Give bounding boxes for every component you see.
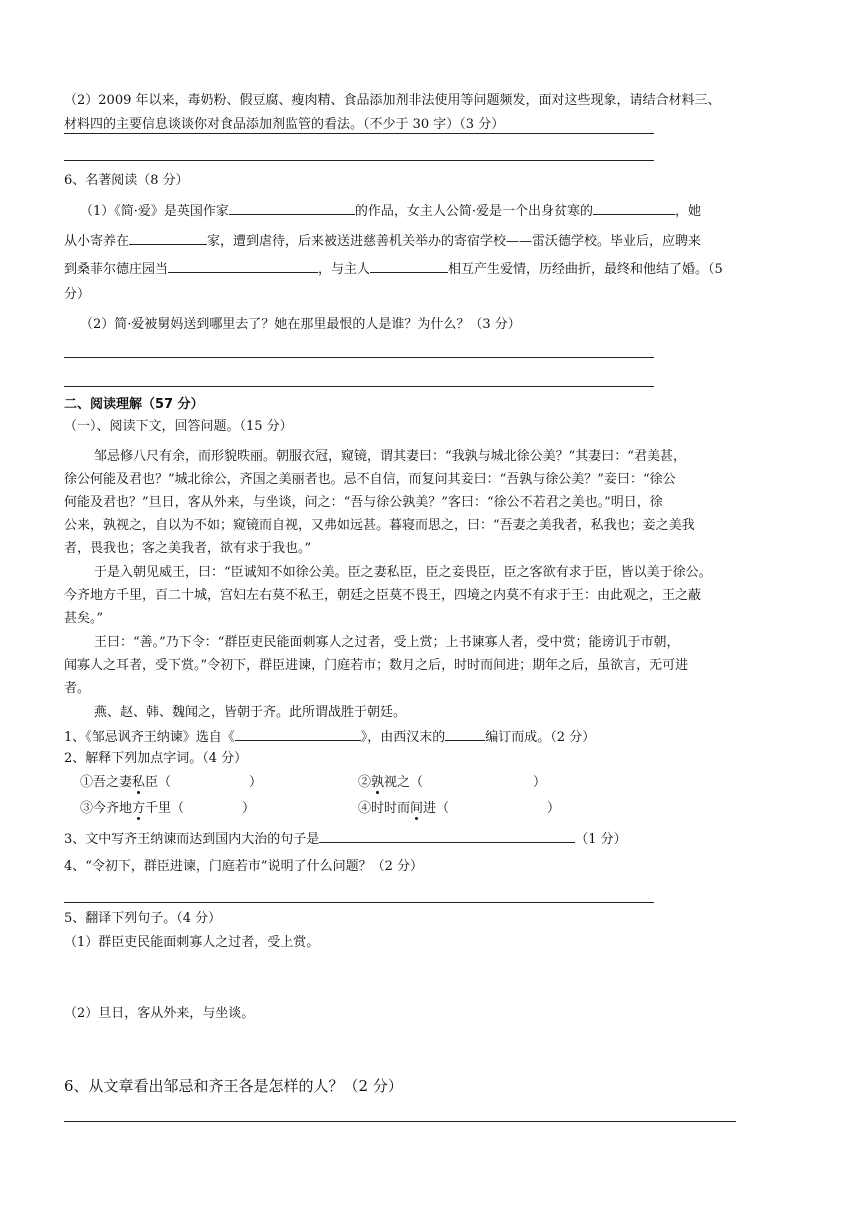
- q6-heading: 6、名著阅读（8 分）: [64, 173, 189, 188]
- fill-blank-relative[interactable]: [129, 230, 207, 245]
- text: 千里（: [145, 801, 185, 816]
- text: ①吾之妻: [80, 775, 133, 790]
- part2-heading: 二、阅读理解（57 分）: [64, 397, 204, 412]
- dotted-char: 私: [132, 775, 146, 790]
- p2-q5-heading: 5、翻译下列句子。（4 分）: [64, 911, 222, 926]
- fill-blank-identity[interactable]: [593, 200, 675, 215]
- p2-q4: 4、“令初下，群臣进谏，门庭若市”说明了什么问题？（2 分）: [64, 859, 423, 874]
- text: 3、文中写齐王纳谏而达到国内大治的句子是: [64, 832, 320, 847]
- q6-1-line3: [64, 258, 723, 279]
- fill-blank-master[interactable]: [370, 258, 448, 273]
- text: 进（: [423, 801, 450, 816]
- p2-q6: 6、从文章看出邹忌和齐王各是怎样的人？（2 分）: [64, 1077, 403, 1095]
- passage-line: 者，畏我也；客之美我者，欲有求于我也。”: [64, 541, 312, 556]
- answer-line[interactable]: [64, 133, 654, 134]
- q5-2-line1: （2）2009 年以来，毒奶粉、假豆腐、瘦肉精、食品添加剂非法使用等问题频发，面对这些现象，请结合材料三、: [64, 93, 721, 108]
- passage-line: 今齐地方千里，百二十城，宫妇左右莫不私王，朝廷之臣莫不畏王，四境之内莫不有求于王：由此观之，王之蔽: [64, 588, 702, 603]
- passage-line: 燕、赵、韩、魏闻之，皆朝于齐。此所谓战胜于朝廷。: [94, 705, 407, 720]
- passage-line: 邹忌修八尺有余，而形貌昳丽。朝服衣冠，窥镜，谓其妻曰：“我孰与城北徐公美？”其妻曰：“君美甚，: [94, 449, 686, 464]
- answer-line[interactable]: [64, 902, 654, 903]
- passage-line: 徐公何能及君也？”城北徐公，齐国之美丽者也。忌不自信，而复问其妾曰：“吾孰与徐公美？”妾曰：“徐公: [64, 472, 676, 487]
- part2-subheading: （一）、阅读下文，回答问题。（15 分）: [64, 419, 293, 434]
- answer-line[interactable]: [64, 1121, 736, 1122]
- p2-q2-item: [80, 774, 262, 792]
- text: ，她: [675, 204, 702, 219]
- answer-line[interactable]: [64, 160, 654, 161]
- passage-line: 于是入朝见威王，曰：“臣诚知不如徐公美。臣之妻私臣，臣之妾畏臣，臣之客欲有求于臣，皆以美于徐公。: [94, 565, 712, 580]
- text: （1 分）: [575, 832, 627, 847]
- text: 家，遭到虐待，后来被送进慈善机关举办的寄宿学校——雷沃德学校。毕业后，应聘来: [207, 234, 702, 249]
- text: （1）《简·爱》是英国作家: [80, 204, 229, 219]
- q6-1-line2: [64, 230, 701, 251]
- p2-q1: [64, 726, 595, 747]
- p2-q2-heading: 2、解释下列加点字词。（4 分）: [64, 751, 248, 766]
- q6-1-line1: [80, 200, 701, 221]
- dotted-char: 孰: [371, 775, 385, 790]
- text: 视之（: [384, 775, 424, 790]
- text: ）: [533, 775, 547, 790]
- text: 编订而成。（2 分）: [485, 730, 596, 745]
- fill-blank-source[interactable]: [235, 726, 361, 741]
- text: ②: [358, 775, 372, 790]
- q5-2-line2: 材料四的主要信息谈谈你对食品添加剂监管的看法。（不少于 30 字）（3 分）: [64, 117, 505, 132]
- text: 从小寄养在: [64, 234, 130, 249]
- q6-2: （2）简·爱被舅妈送到哪里去了？她在那里最恨的人是谁？为什么？（3 分）: [80, 317, 521, 332]
- text: ④时时而: [358, 801, 411, 816]
- p2-q2-item: [358, 800, 560, 818]
- p2-q5-1: （1）群臣吏民能面刺寡人之过者，受上赏。: [64, 935, 320, 950]
- fill-blank-editor[interactable]: [445, 726, 485, 741]
- text: 》，由西汉末的: [360, 730, 446, 745]
- text: ，与主人: [318, 262, 371, 277]
- fill-blank-sentence[interactable]: [319, 828, 575, 843]
- text: ）: [547, 801, 561, 816]
- fill-blank-job[interactable]: [168, 258, 318, 273]
- fill-blank-author[interactable]: [229, 200, 355, 215]
- text: ）: [242, 801, 256, 816]
- p2-q5-2: （2）旦日，客从外来，与坐谈。: [64, 1006, 255, 1021]
- passage-line: 者。: [64, 681, 91, 696]
- passage-line: 公来，孰视之，自以为不如；窥镜而自视，又弗如远甚。暮寝而思之，曰：“吾妻之美我者，私我也；妾之美我: [64, 518, 695, 533]
- text: 相互产生爱情，历经曲折，最终和他结了婚。（5: [448, 262, 723, 277]
- passage-line: 何能及君也？”旦日，客从外来，与坐谈，问之：“吾与徐公孰美？”客曰：“徐公不若君之美也。”明日，徐: [64, 495, 663, 510]
- answer-line[interactable]: [64, 357, 654, 358]
- dotted-char: 间: [410, 801, 424, 816]
- text: 到桑菲尔德庄园当: [64, 262, 169, 277]
- text: ③今齐地: [80, 801, 133, 816]
- passage-line: 王曰：“善。”乃下令：“群臣吏民能面刺寡人之过者，受上赏；上书谏寡人者，受中赏；能谤讥于市朝，: [94, 635, 680, 650]
- answer-line[interactable]: [64, 386, 654, 387]
- p2-q2-item: [358, 774, 546, 792]
- p2-q3: [64, 828, 627, 849]
- text: 的作品，女主人公简·爱是一个出身贫寒的: [354, 204, 594, 219]
- text: 1、《邹忌讽齐王纳谏》选自《: [64, 730, 235, 745]
- passage-line: 闻寡人之耳者，受下赏。”令初下，群臣进谏，门庭若市；数月之后，时时而间进；期年之后，虽欲言，无可进: [64, 658, 689, 673]
- text: ）: [249, 775, 263, 790]
- q6-1-line4: 分）: [64, 287, 91, 302]
- passage-line: 甚矣。”: [64, 611, 104, 626]
- p2-q2-item: [80, 800, 255, 818]
- dotted-char: 方: [132, 801, 146, 816]
- text: 臣（: [145, 775, 172, 790]
